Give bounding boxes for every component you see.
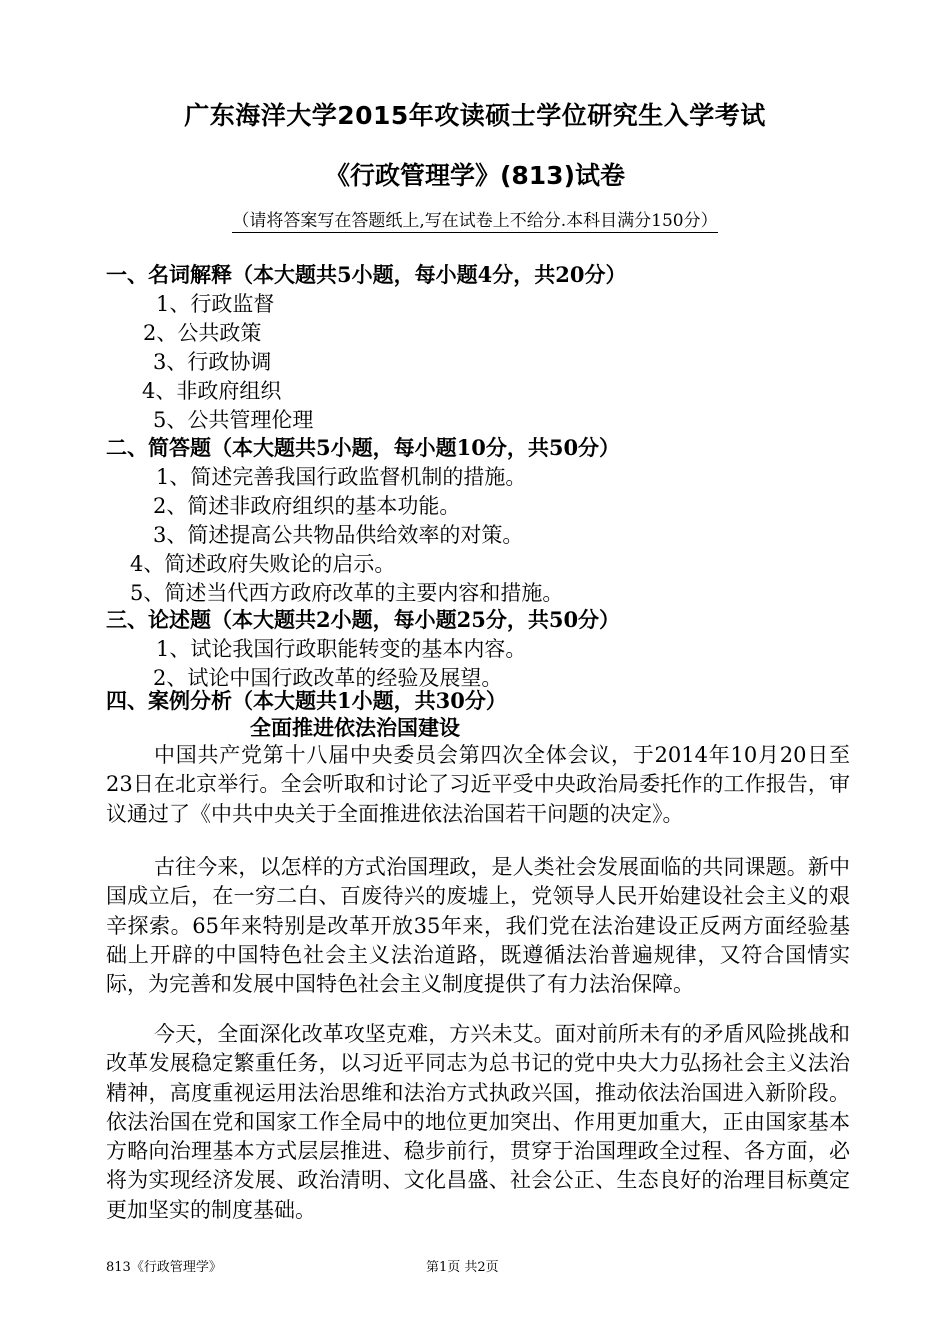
case-paragraph-1: 中国共产党第十八届中央委员会第四次全体会议，于2014年10月20日至23日在北京举行。全会听取和讨论了习近平受中央政治局委托作的工作报告，审议通过了《中共中央关于全面推进依法治国若干问题的决定》。 bbox=[106, 743, 850, 826]
case-paragraph-3: 今天，全面深化改革攻坚克难，方兴未艾。面对前所未有的矛盾风险挑战和改革发展稳定繁重任务，以习近平同志为总书记的党中央大力弘扬社会主义法治精神，高度重视运用法治思维和法治方式执政兴国，推动依法治国进入新阶段。依法治国在党和国家工作全局中的地位更加突出、作用更加重大，正由国家基本方略向治理基本方式层层推进、稳步前行，贯穿于治国理政全过程、各方面，必将为实现经济发展、政治清明、文化昌盛、社会公正、生态良好的治理目标奠定更加坚实的制度基础。 bbox=[106, 1022, 850, 1222]
question-item: 1、简述完善我国行政监督机制的措施。 bbox=[156, 465, 527, 489]
question-item: 2、公共政策 bbox=[143, 321, 262, 345]
question-item: 4、简述政府失败论的启示。 bbox=[130, 552, 396, 576]
question-item: 3、行政协调 bbox=[153, 350, 272, 374]
section-heading-1: 一、名词解释（本大题共5小题，每小题4分，共20分） bbox=[106, 262, 627, 287]
exam-note-text: （请将答案写在答题纸上,写在试卷上不给分.本科目满分150分） bbox=[232, 211, 718, 231]
section-heading-3: 三、论述题（本大题共2小题，每小题25分，共50分） bbox=[106, 607, 621, 632]
case-paragraph-2: 古往今来，以怎样的方式治国理政，是人类社会发展面临的共同课题。新中国成立后，在一穷二白、百废待兴的废墟上，党领导人民开始建设社会主义的艰辛探索。65年来特别是改革开放35年来，我们党在法治建设正反两方面经验基础上开辟的中国特色社会主义法治道路，既遵循法治普遍规律，又符合国情实际，为完善和发展中国特色社会主义制度提供了有力法治保障。 bbox=[106, 855, 850, 997]
question-item: 5、简述当代西方政府改革的主要内容和措施。 bbox=[130, 581, 564, 605]
question-item: 1、试论我国行政职能转变的基本内容。 bbox=[156, 637, 527, 661]
case-title: 全面推进依法治国建设 bbox=[250, 715, 460, 740]
question-item: 1、行政监督 bbox=[156, 292, 275, 316]
section-heading-2: 二、简答题（本大题共5小题，每小题10分，共50分） bbox=[106, 435, 621, 460]
footer-page-number: 第1页 共2页 bbox=[426, 1260, 499, 1275]
question-item: 3、简述提高公共物品供给效率的对策。 bbox=[153, 523, 524, 547]
exam-title: 广东海洋大学2015年攻读硕士学位研究生入学考试 bbox=[184, 101, 766, 130]
footer-course: 813《行政管理学》 bbox=[106, 1260, 222, 1275]
question-item: 4、非政府组织 bbox=[142, 379, 282, 403]
question-item: 5、公共管理伦理 bbox=[153, 408, 314, 432]
exam-note bbox=[0, 206, 950, 231]
section-heading-4: 四、案例分析（本大题共1小题，共30分） bbox=[106, 688, 507, 713]
question-item: 2、试论中国行政改革的经验及展望。 bbox=[153, 666, 503, 690]
question-item: 2、简述非政府组织的基本功能。 bbox=[153, 494, 461, 518]
exam-subtitle: 《行政管理学》(813)试卷 bbox=[324, 161, 626, 190]
